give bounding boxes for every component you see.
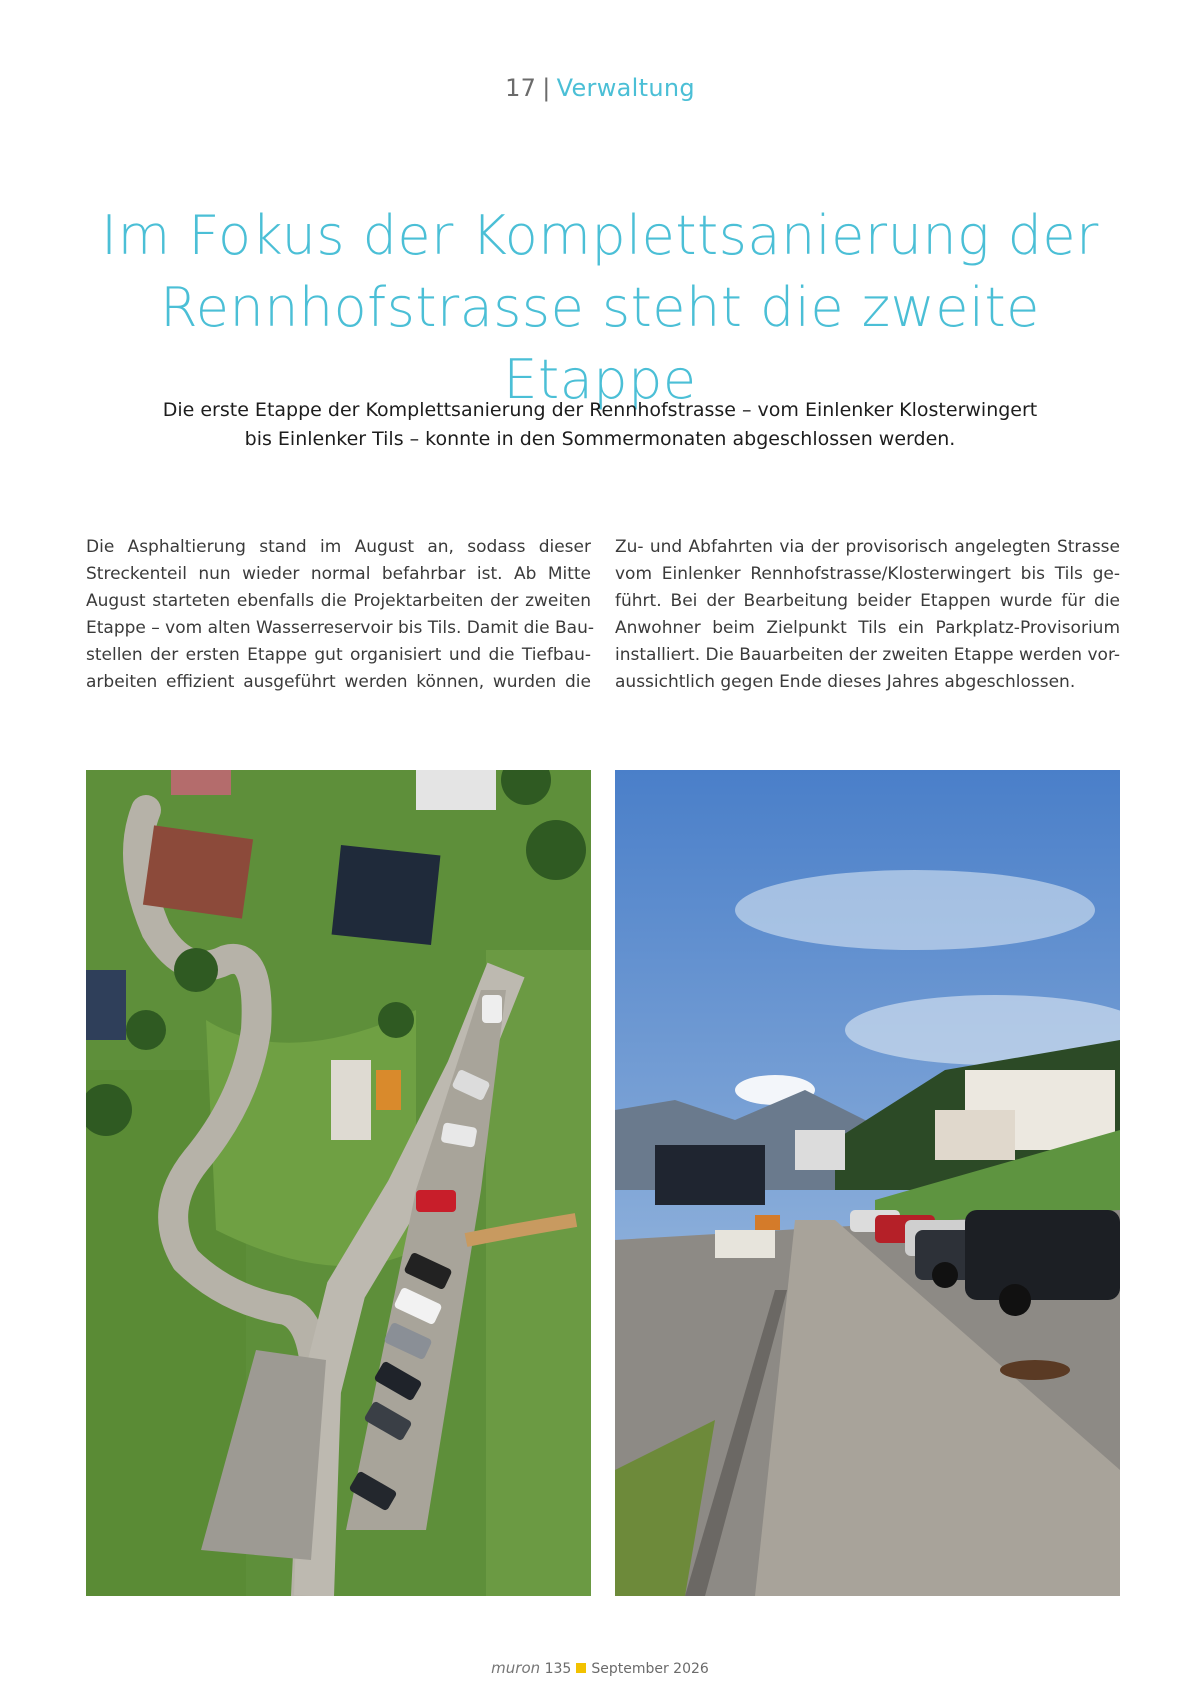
body-line: Etappe – vom alten Wasserreservoir bis Tils. Damit die Bau-: [86, 618, 594, 638]
header-separator: |: [542, 74, 551, 102]
body-line: Zu- und Abfahrten via der provisorisch angelegten Strasse: [615, 537, 1120, 557]
street-view-photo: [615, 770, 1120, 1596]
magazine-brand: muron: [491, 1659, 541, 1677]
aerial-road-illustration: [86, 770, 591, 1596]
page-header: [0, 74, 1200, 102]
body-line: August starteten ebenfalls die Projektarbeiten der zweiten: [86, 591, 591, 611]
body-line: stellen der ersten Etappe gut organisiert und die Tiefbau-: [86, 645, 591, 665]
body-column-left: [86, 534, 594, 696]
body-line: Anwohner beim Zielpunkt Tils ein Parkplatz-Provisorium: [615, 618, 1120, 638]
page-number: 17: [505, 74, 537, 102]
issue-date: September 2026: [591, 1661, 709, 1677]
title-line-1: Im Fokus der Komplettsanierung der: [101, 204, 1099, 267]
body-line: vom Einlenker Rennhofstrasse/Klosterwingert bis Tils ge-: [615, 564, 1120, 584]
body-column-right: [615, 534, 1120, 696]
lead-line-2: bis Einlenker Tils – konnte in den Sommermonaten abgeschlossen werden.: [244, 428, 956, 450]
body-line: Die Asphaltierung stand im August an, sodass dieser: [86, 537, 591, 557]
aerial-road-photo: [86, 770, 591, 1596]
body-line: installiert. Die Bauarbeiten der zweiten Etappe werden vor-: [615, 645, 1120, 665]
body-line: Streckenteil nun wieder normal befahrbar ist. Ab Mitte: [86, 564, 591, 584]
issue-number: 135: [544, 1661, 572, 1677]
body-line: aussichtlich gegen Ende dieses Jahres abgeschlossen.: [615, 672, 1076, 692]
body-line: führt. Bei der Bearbeitung beider Etappen wurde für die: [615, 591, 1120, 611]
section-name: Verwaltung: [556, 74, 695, 102]
article-title: [60, 200, 1140, 416]
article-lead: [130, 396, 1070, 454]
title-line-2: Rennhofstrasse steht die zweite Etappe: [160, 276, 1040, 411]
page-footer: [0, 1659, 1200, 1677]
footer-square-icon: [576, 1663, 586, 1673]
body-line: arbeiten effizient ausgeführt werden können, wurden die: [86, 672, 591, 692]
lead-line-1: Die erste Etappe der Komplettsanierung der Rennhofstrasse – vom Einlenker Klosterwingert: [162, 399, 1038, 421]
street-view-illustration: [615, 770, 1120, 1596]
